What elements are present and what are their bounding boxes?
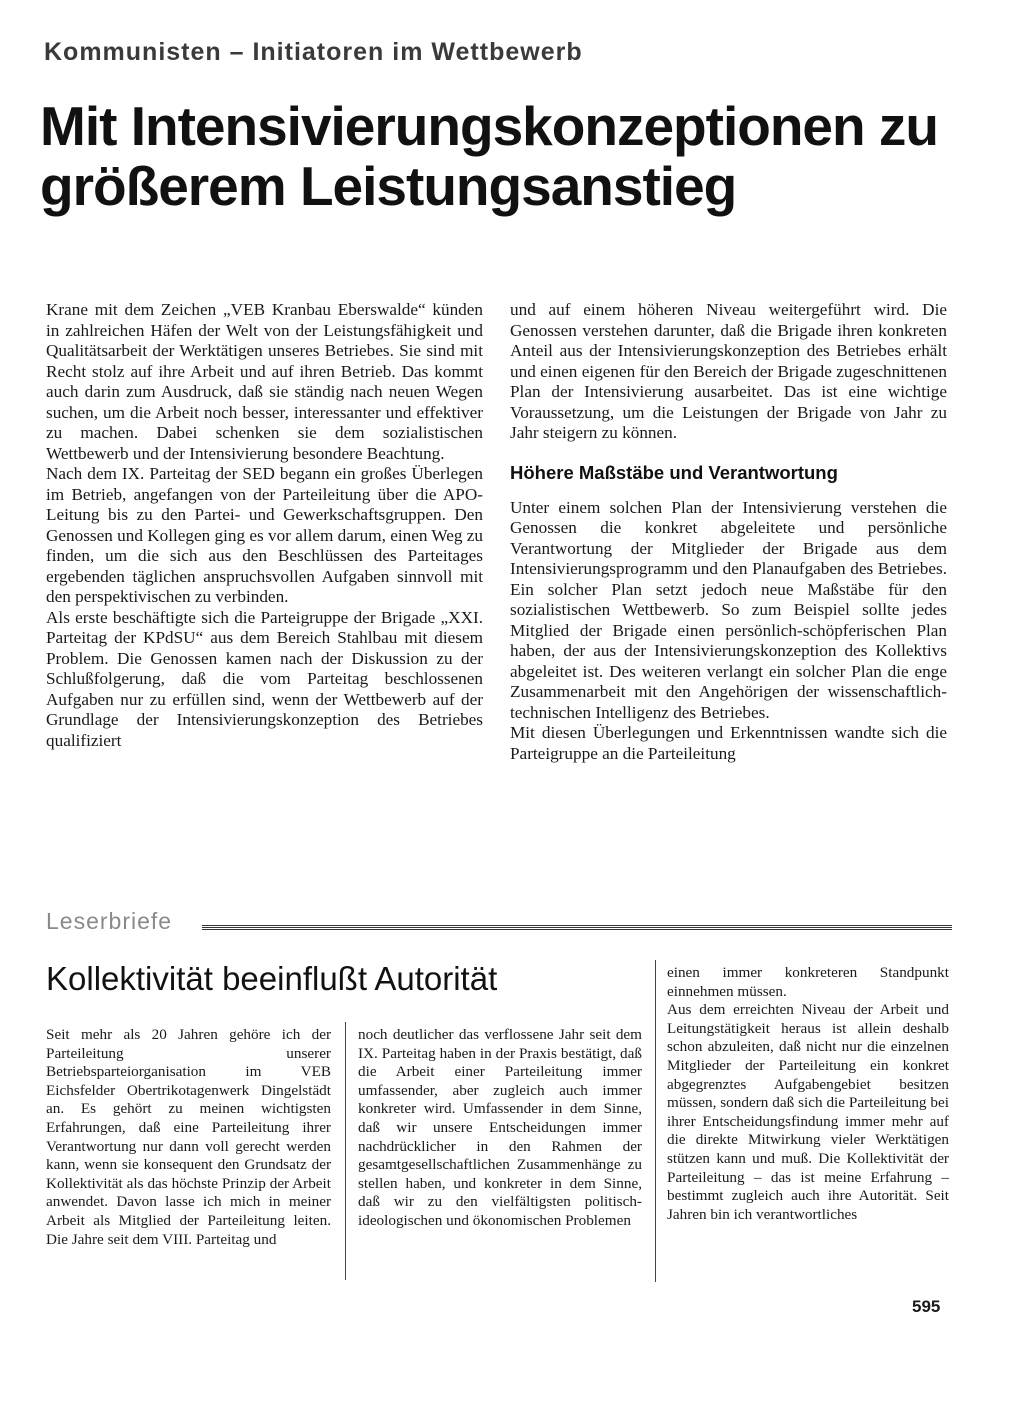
section-rule (202, 925, 952, 930)
letter-title: Kollektivität beeinflußt Autorität (46, 960, 498, 997)
article-paragraph: Krane mit dem Zeichen „VEB Kranbau Eberswalde“ künden in zahlreichen Häfen der Welt von der Leistungsfähigkeit und Qualitätsarbeit der Werktätigen unseres Betriebes. Sie sind mit Recht stolz auf ihre Arbeit und auf ihren Betrieb. Das kommt auch darin zum Ausdruck, daß sie ständig nach neuen Wegen suchen, um die Arbeit noch besser, interessanter und effektiver zu machen. Dabei schenken sie dem sozialistischen Wettbewerb und der Intensivierung besondere Beachtung. (46, 300, 483, 463)
column-divider (345, 1022, 346, 1280)
column-divider (655, 960, 656, 1282)
letter-column-3 (667, 964, 949, 1224)
letter-paragraph: einen immer konkreteren Standpunkt einnehmen müssen. (667, 964, 949, 1000)
article-paragraph: und auf einem höheren Niveau weitergeführt wird. Die Genossen verstehen darunter, daß die Brigade ihren konkreten Anteil aus der Intensivierungskonzeption des Betriebes erhält und einen eigenen für den Bereich der Brigade zugeschnittenen Plan der Intensivierung ausarbeitet. Das ist eine wichtige Voraussetzung, um die Leistungen der Brigade von Jahr zu Jahr steigern zu können. (510, 300, 947, 442)
letter-column-1 (46, 1026, 331, 1249)
article-subheading: Höhere Maßstäbe und Verantwortung (510, 461, 838, 483)
page-number: 595 (912, 1297, 941, 1316)
headline: Mit Intensivierungskonzeptionen zu größerem Leistungsanstieg (40, 95, 938, 217)
article-column-1 (46, 300, 483, 751)
section-label: Leserbriefe (46, 908, 173, 934)
letter-column-2 (358, 1026, 642, 1231)
article-paragraph: Mit diesen Überlegungen und Erkenntnissen wandte sich die Parteigruppe an die Parteileitung (510, 723, 947, 763)
letter-paragraph: Seit mehr als 20 Jahren gehöre ich der Parteileitung unserer Betriebsparteiorganisation im VEB Eichsfelder Obertrikotagenwerk Dingelstädt an. Es gehört zu meinen wichtigsten Erfahrungen, daß eine Parteileitung ihrer Verantwortung nur dann voll gerecht werden kann, wenn sie konsequent den Grundsatz der Kollektivität als das höchste Prinzip der Arbeit anwendet. Davon lasse ich mich in meiner Arbeit als Mitglied der Parteileitung leiten. Die Jahre seit dem VIII. Parteitag und (46, 1026, 331, 1248)
article-paragraph: Nach dem IX. Parteitag der SED begann ein großes Überlegen im Betrieb, angefangen von der Parteileitung über die APO-Leitung bis zu den Partei- und Gewerkschaftsgruppen. Den Genossen und Kollegen ging es vor allem darum, einen Weg zu finden, um die sich aus den Beschlüssen des Parteitages ergebenden täglichen anspruchsvollen Aufgaben sinnvoll mit den perspektivischen zu verbinden. (46, 464, 483, 606)
article-paragraph: Unter einem solchen Plan der Intensivierung verstehen die Genossen die konkret abgeleitete und persönliche Verantwortung der Mitglieder der Brigade aus dem Intensivierungsprogramm und den Planaufgaben des Betriebes. Ein solcher Plan setzt jedoch neue Maßstäbe für den sozialistischen Wettbewerb. So zum Beispiel sollte jedes Mitglied der Brigade einen persönlich-schöpferischen Plan haben, der aus der Intensivierungskonzeption des Kollektivs abgeleitet ist. Des weiteren verlangt ein solcher Plan die enge Zusammenarbeit mit den Angehörigen der wissenschaftlich-technischen Intelligenz des Betriebes. (510, 497, 947, 722)
letter-paragraph: Aus dem erreichten Niveau der Arbeit und Leitungstätigkeit heraus ist allein deshalb schon abzuleiten, daß nicht nur die einzelnen Mitglieder der Parteileitung ein konkret abgegrenztes Aufgabengebiet besitzen müssen, sondern daß sich die Parteileitung bei ihrer Entscheidungsfindung immer mehr auf die direkte Mitwirkung vieler Werktätigen stützen kann und muß. Die Kollektivität der Parteileitung – das ist meine Erfahrung – bestimmt zugleich auch ihre Autorität. Seit Jahren bin ich verantwortliches (667, 1001, 949, 1223)
letter-paragraph: noch deutlicher das verflossene Jahr seit dem IX. Parteitag haben in der Praxis bestätigt, daß die Arbeit einer Parteileitung immer umfassender, aber zugleich auch immer konkreter wird. Umfassender in dem Sinne, daß wir unsere Entscheidungen immer nachdrücklicher in den Rahmen der gesamtgesellschaftlichen Zusammenhänge zu stellen haben, und konkreter in dem Sinne, daß wir zu den vielfältigsten politisch-ideologischen und ökonomischen Problemen (358, 1026, 642, 1229)
article-column-2 (510, 300, 947, 764)
kicker: Kommunisten – Initiatoren im Wettbewerb (44, 38, 583, 66)
article-paragraph: Als erste beschäftigte sich die Parteigruppe der Brigade „XXI. Parteitag der KPdSU“ aus dem Bereich Stahlbau mit diesem Problem. Die Genossen kamen nach der Diskussion zu der Schlußfolgerung, daß die vom Parteitag beschlossenen Aufgaben nur zu erfüllen sind, wenn der Wettbewerb auf der Grundlage der Intensivierungskonzeption des Betriebes qualifiziert (46, 607, 483, 750)
